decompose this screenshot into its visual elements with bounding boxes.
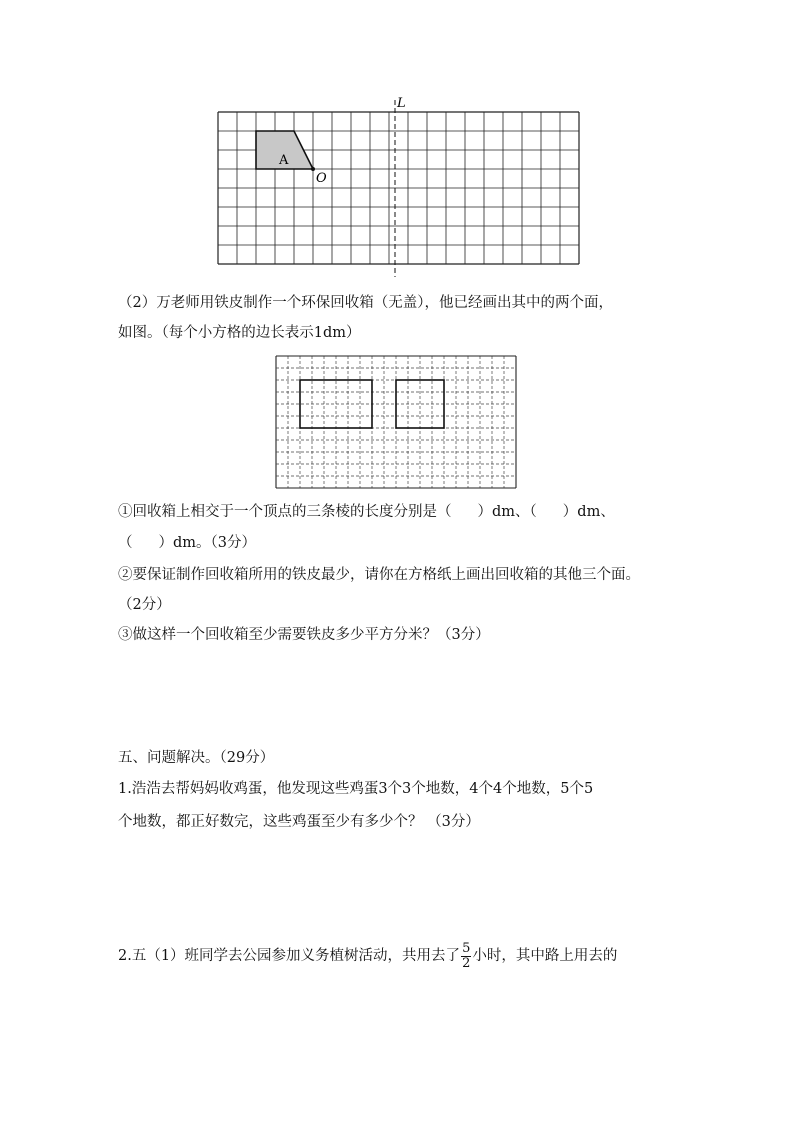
sub1-text-e: ）dm。（3分） <box>158 535 257 551</box>
q2-sub1-line-2 <box>118 533 256 553</box>
q2-sub2-line-2: （2分） <box>118 597 171 613</box>
shape-label-a: A <box>279 153 289 168</box>
s5-q2-line-1 <box>118 941 617 971</box>
s5-q2-text-before: 2.五（1）班同学去公园参加义务植树活动，共用去了 <box>118 948 461 964</box>
axis-label-l: L <box>397 96 406 111</box>
fraction-numerator: 5 <box>462 940 471 956</box>
sub1-text-a: ①回收箱上相交于一个顶点的三条棱的长度分别是（ <box>118 504 452 520</box>
fraction-denominator: 2 <box>462 955 471 971</box>
point-o <box>311 167 315 171</box>
grid-figure-box-faces <box>270 352 520 492</box>
q2-line-1: （2）万老师用铁皮制作一个环保回收箱（无盖），他已经画出其中的两个面， <box>118 295 613 311</box>
section-5-title: 五、问题解决。（29分） <box>118 750 275 766</box>
s5-q1-line-1: 1.浩浩去帮妈妈收鸡蛋，他发现这些鸡蛋3个3个地数，4个4个地数，5个5 <box>118 781 594 797</box>
point-label-o: O <box>316 171 327 186</box>
grid-figure-symmetry <box>210 92 590 277</box>
fraction-5-over-2 <box>461 942 471 971</box>
q2-sub2-line-1: ②要保证制作回收箱所用的铁皮最少，请你在方格纸上画出回收箱的其他三个面。 <box>118 567 640 583</box>
q2-line-2: 如图。（每个小方格的边长表示1dm） <box>118 325 361 341</box>
q2-sub1-line-1 <box>118 502 615 522</box>
s5-q2-text-after: 小时，其中路上用去的 <box>472 948 618 964</box>
sub1-text-c: ）dm、 <box>562 504 615 520</box>
q2-sub3: ③做这样一个回收箱至少需要铁皮多少平方分米？（3分） <box>118 627 490 643</box>
sub1-text-b: ）dm、（ <box>477 504 537 520</box>
sub1-text-d: （ <box>118 535 133 551</box>
s5-q1-line-2: 个地数，都正好数完，这些鸡蛋至少有多少个？ （3分） <box>118 814 480 830</box>
